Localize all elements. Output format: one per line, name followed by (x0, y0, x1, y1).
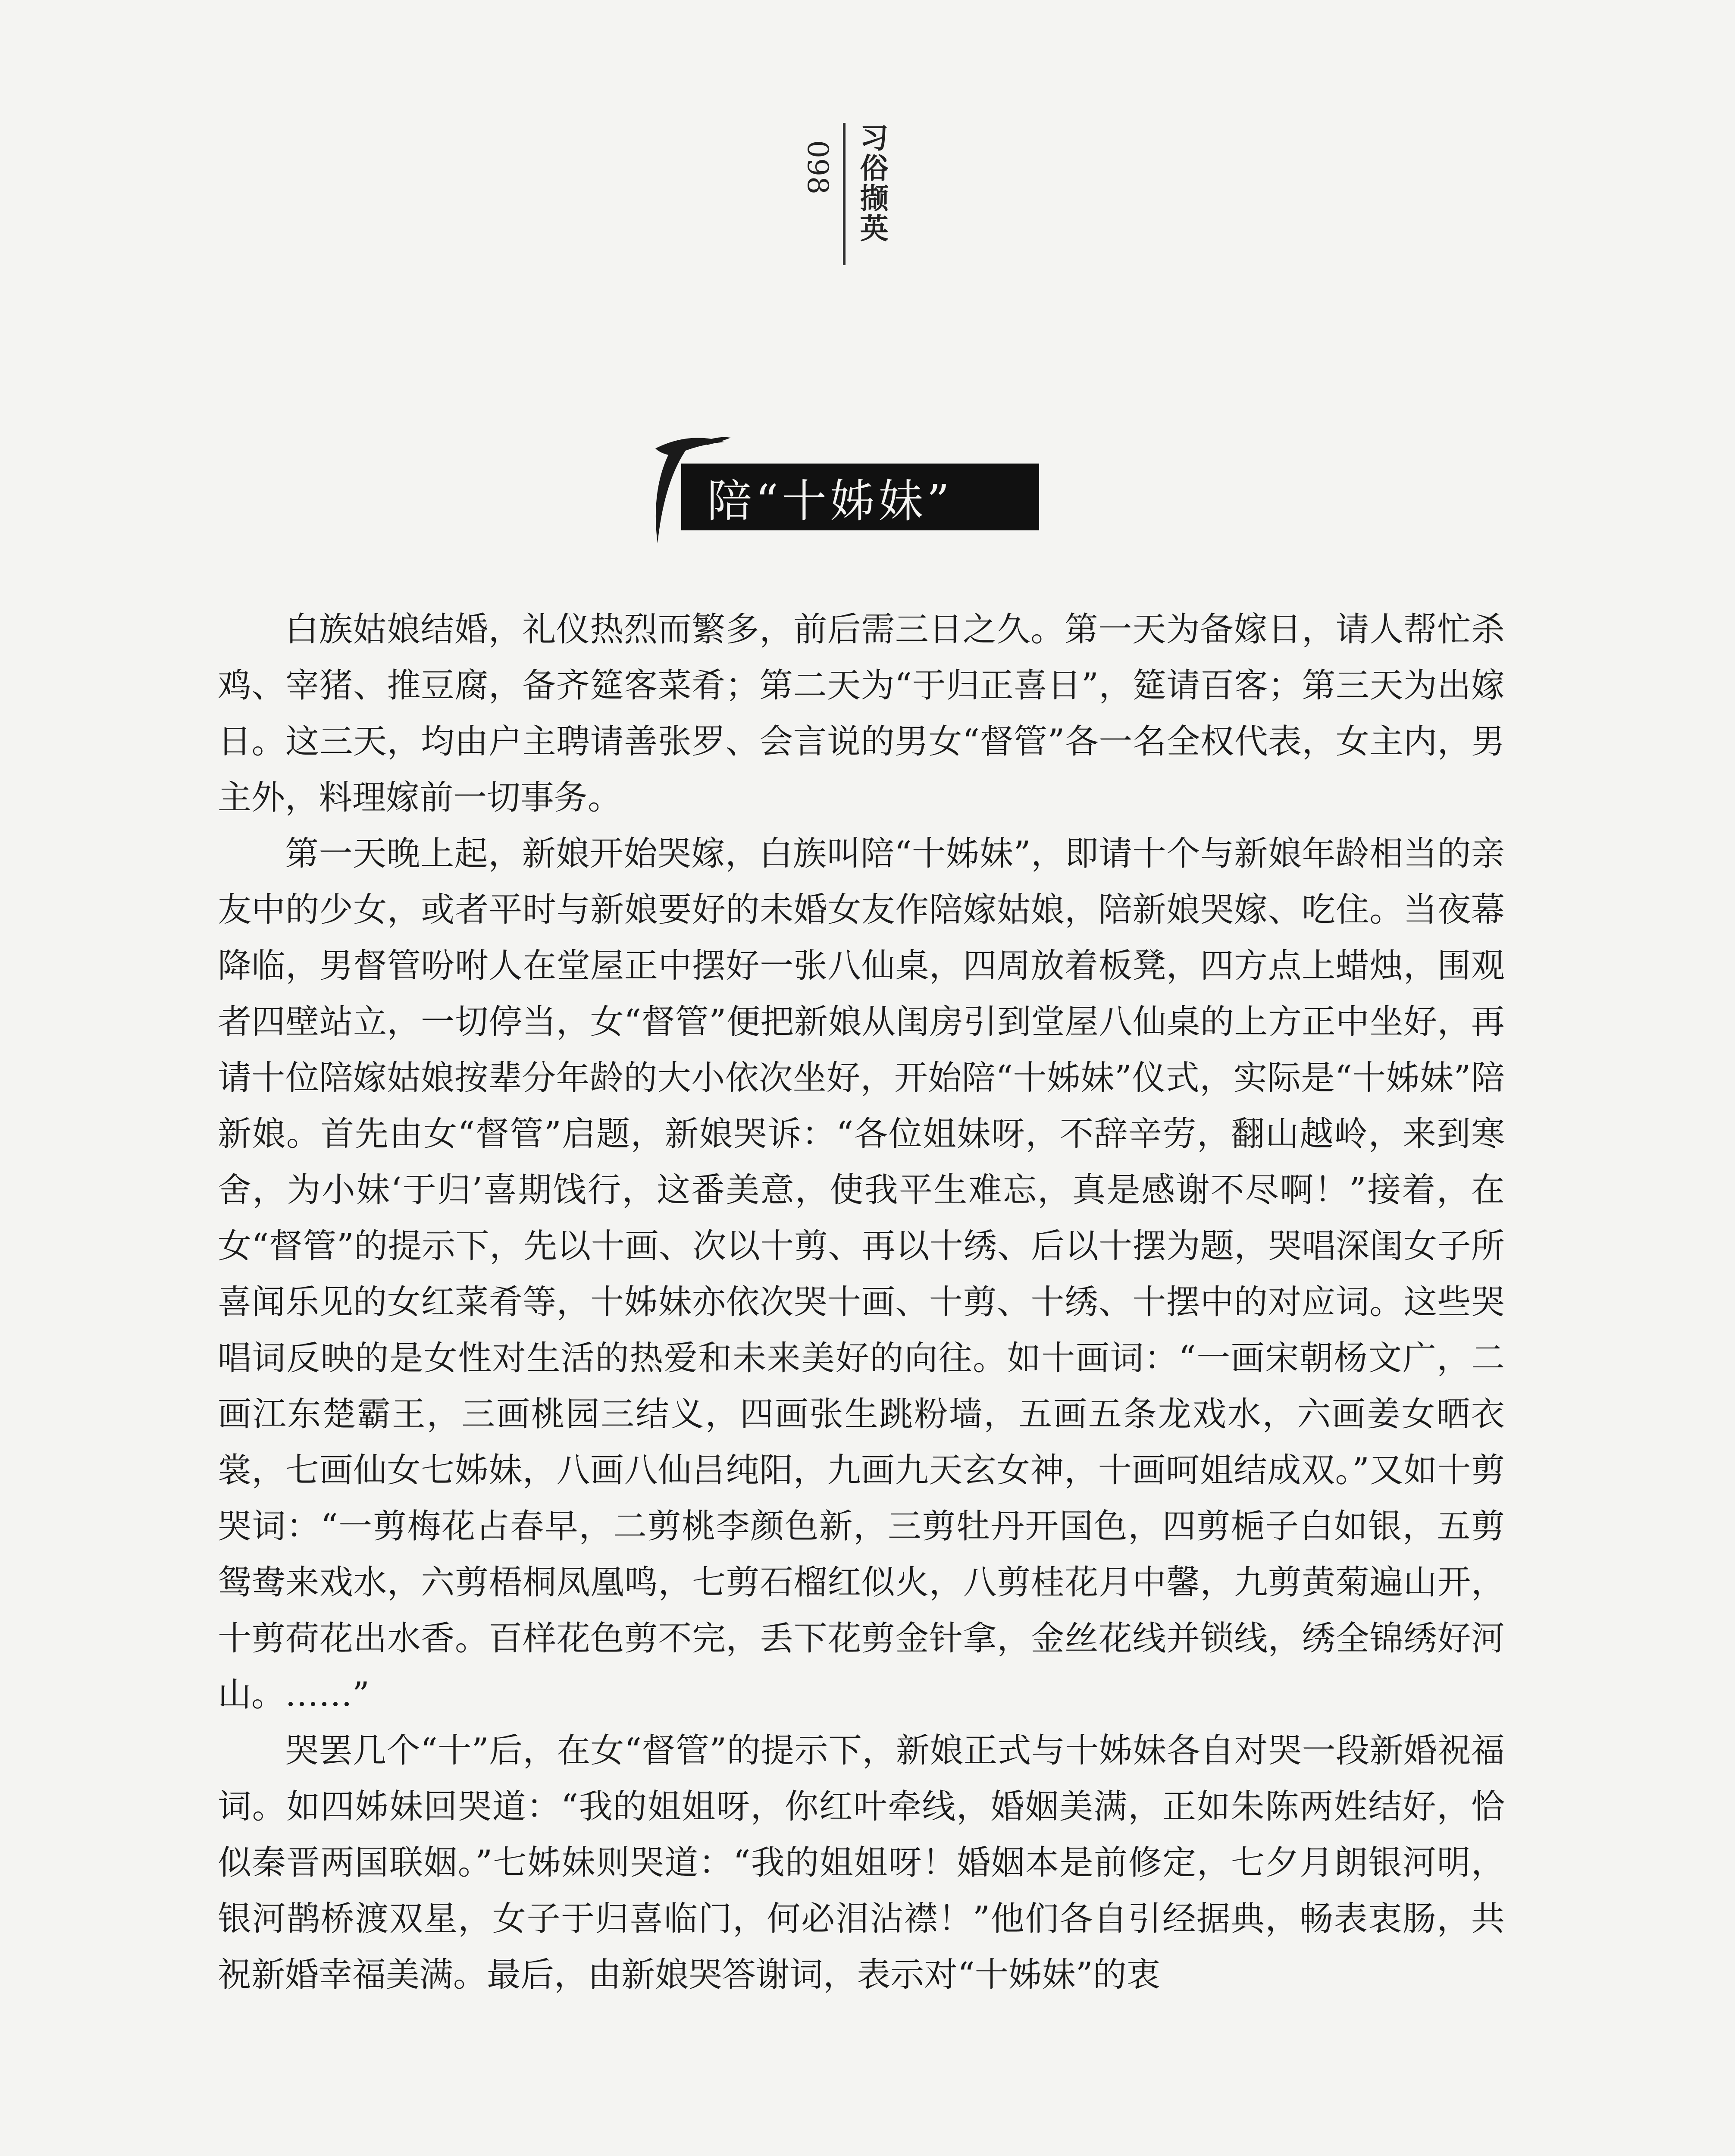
section-title: 习俗撷英 (855, 123, 889, 244)
paragraph: 哭罢几个“十”后，在女“督管”的提示下，新娘正式与十姊妹各自对哭一段新婚祝福词。如四姊妹回哭道：“我的姐姐呀，你红叶牵线，婚姻美满，正如朱陈两姓结好，恰似秦晋两国联姻。”七姊妹则哭道：“我的姐姐呀！婚姻本是前修定，七夕月朗银河明，银河鹊桥渡双星，女子于归喜临门，何必泪沾襟！”他们各自引经据典，畅表衷肠，共祝新婚幸福美满。最后，由新娘哭答谢词，表示对“十姊妹”的衷 (218, 1731, 1505, 1994)
article-title-block (638, 418, 1039, 548)
paragraph: 白族姑娘结婚，礼仪热烈而繁多，前后需三日之久。第一天为备嫁日，请人帮忙杀鸡、宰猪、推豆腐，备齐筵客菜肴；第二天为“于归正喜日”，筵请百客；第三天为出嫁日。这三天，均由户主聘请善张罗、会言说的男女“督管”各一名全权代表，女主内，男主外，料理嫁前一切事务。 (218, 610, 1505, 817)
article-body (218, 602, 1505, 2003)
page-number: 098 (801, 140, 834, 194)
article-title: 陪“十姊妹” (681, 464, 1039, 530)
paragraph: 第一天晚上起，新娘开始哭嫁，白族叫陪“十姊妹”，即请十个与新娘年龄相当的亲友中的少女，或者平时与新娘要好的未婚女友作陪嫁姑娘，陪新娘哭嫁、吃住。当夜幕降临，男督管吩咐人在堂屋正中摆好一张八仙桌，四周放着板凳，四方点上蜡烛，围观者四壁站立，一切停当，女“督管”便把新娘从闺房引到堂屋八仙桌的上方正中坐好，再请十位陪嫁姑娘按辈分年龄的大小依次坐好，开始陪“十姊妹”仪式，实际是“十姊妹”陪新娘。首先由女“督管”启题，新娘哭诉：“各位姐妹呀，不辞辛劳，翻山越岭，来到寒舍，为小妹‘于归’喜期饯行，这番美意，使我平生难忘，真是感谢不尽啊！”接着，在女“督管”的提示下，先以十画、次以十剪、再以十绣、后以十摆为题，哭唱深闺女子所喜闻乐见的女红菜肴等，十姊妹亦依次哭十画、十剪、十绣、十摆中的对应词。这些哭唱词反映的是女性对生活的热爱和未来美好的向往。如十画词：“一画宋朝杨文广，二画江东楚霸王，三画桃园三结义，四画张生跳粉墙，五画五条龙戏水，六画姜女晒衣裳，七画仙女七姊妹，八画八仙吕纯阳，九画九天玄女神，十画呵姐结成双。”又如十剪哭词：“一剪梅花占春早，二剪桃李颜色新，三剪牡丹开国色，四剪梔子白如银，五剪鸳鸯来戏水，六剪梧桐凤凰鸣，七剪石榴红似火，八剪桂花月中馨，九剪黄菊遍山开，十剪荷花出水香。百样花色剪不完，丢下花剪金针拿，金丝花线并锁线，绣全锦绣好河山。……” (218, 834, 1505, 1714)
header-rule (843, 123, 846, 265)
